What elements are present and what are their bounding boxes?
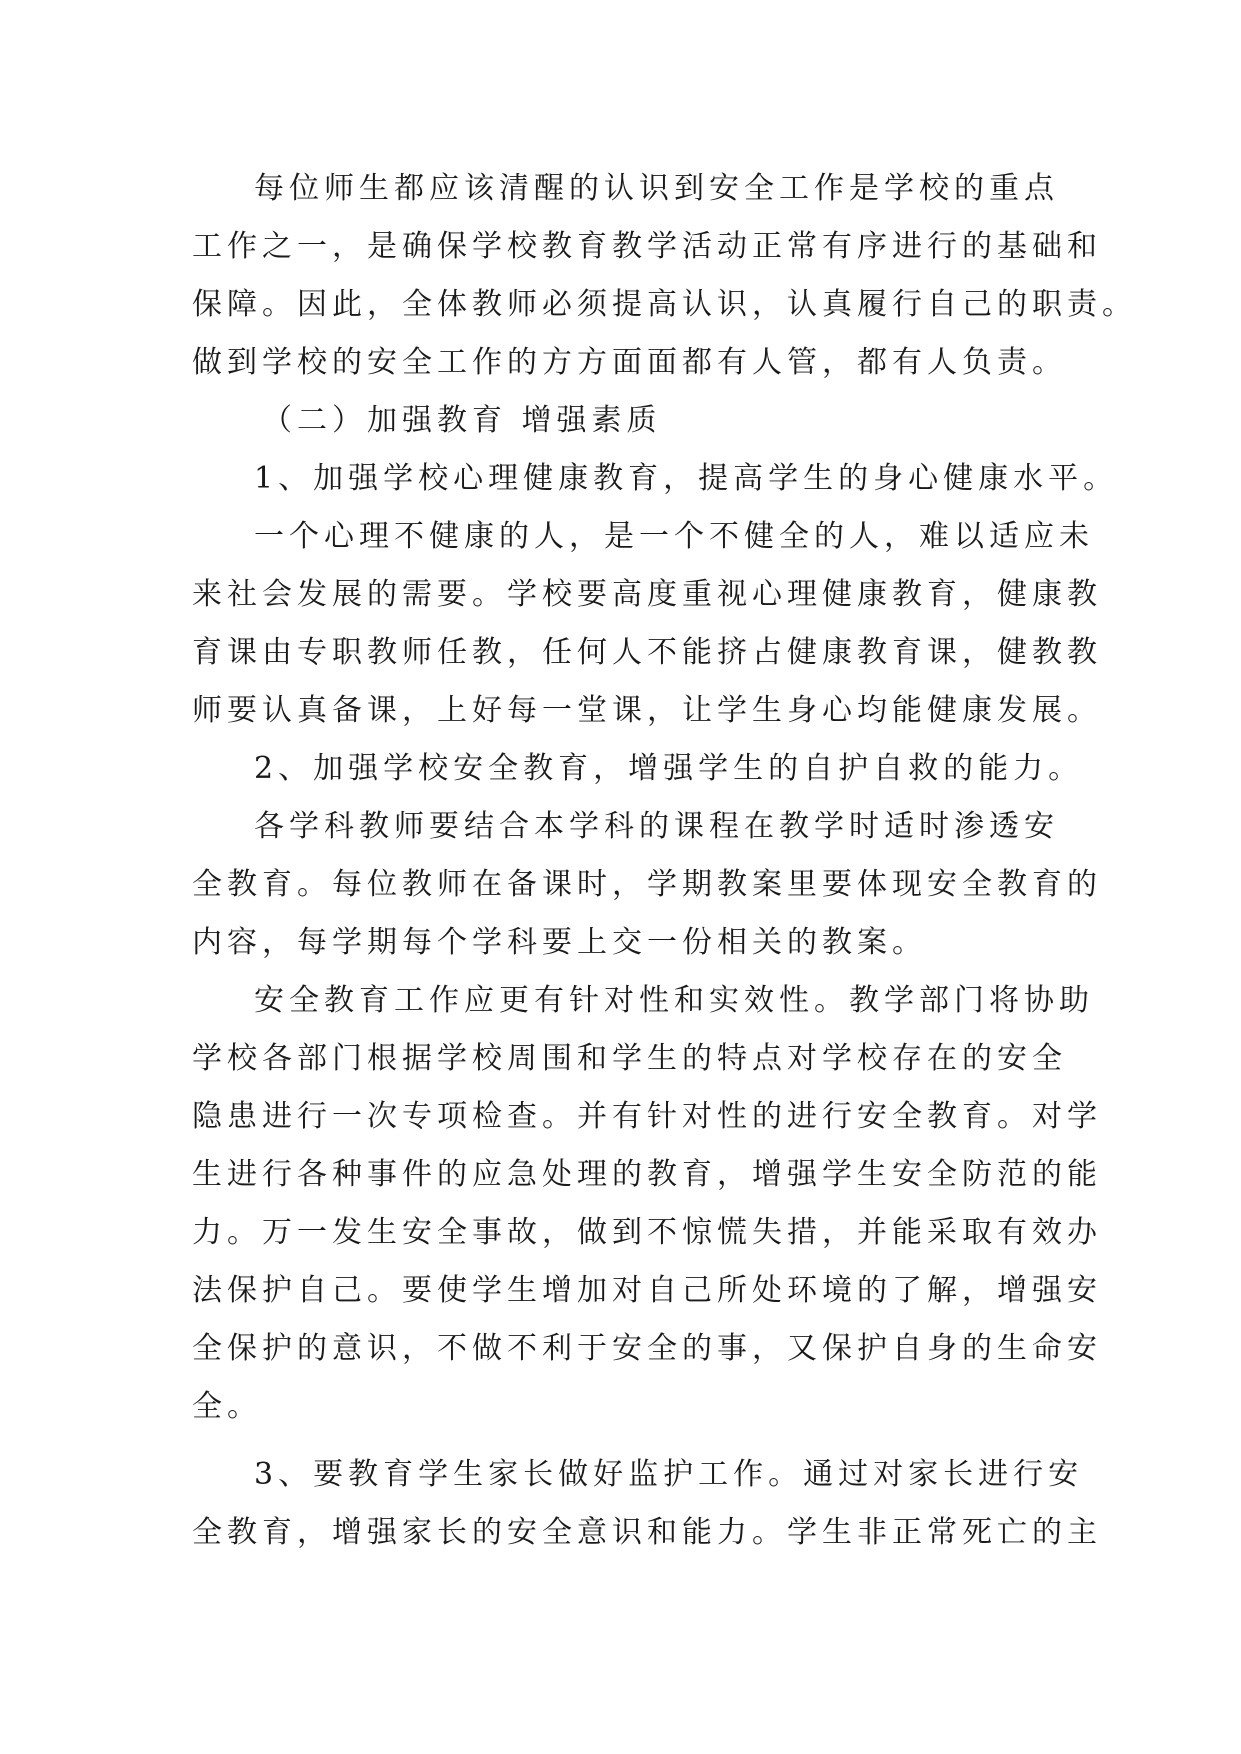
document-body <box>192 160 1137 1562</box>
text-line: 全保护的意识，不做不利于安全的事，又保护自身的生命安 <box>192 1331 1102 1366</box>
text-line: 工作之一，是确保学校教育教学活动正常有序进行的基础和 <box>192 229 1102 264</box>
text-line: 学校各部门根据学校周围和学生的特点对学校存在的安全 <box>192 1041 1067 1076</box>
text-line: 各学科教师要结合本学科的课程在教学时适时渗透安 <box>254 809 1059 844</box>
text-line: 内容，每学期每个学科要上交一份相关的教案。 <box>192 925 927 960</box>
text-line: 生进行各种事件的应急处理的教育，增强学生安全防范的能 <box>192 1157 1102 1192</box>
subheading-3: 3、要教育学生家长做好监护工作。通过对家长进行安 <box>254 1457 1084 1492</box>
text-line: 全。 <box>192 1389 262 1424</box>
text-line: 做到学校的安全工作的方方面面都有人管，都有人负责。 <box>192 345 1067 380</box>
text-line: 一个心理不健康的人，是一个不健全的人，难以适应未 <box>254 519 1094 554</box>
subheading-2: 2、加强学校安全教育，增强学生的自护自救的能力。 <box>254 751 1084 786</box>
text-line: 全教育。每位教师在备课时，学期教案里要体现安全教育的 <box>192 867 1102 902</box>
text-line: 每位师生都应该清醒的认识到安全工作是学校的重点 <box>254 171 1059 206</box>
text-line: 保障。因此，全体教师必须提高认识，认真履行自己的职责。 <box>192 287 1137 322</box>
text-line: 来社会发展的需要。学校要高度重视心理健康教育，健康教 <box>192 577 1102 612</box>
section-heading: （二）加强教育 增强素质 <box>262 403 662 438</box>
text-line: 安全教育工作应更有针对性和实效性。教学部门将协助 <box>254 983 1094 1018</box>
text-line: 力。万一发生安全事故，做到不惊慌失措，并能采取有效办 <box>192 1215 1102 1250</box>
text-line: 隐患进行一次专项检查。并有针对性的进行安全教育。对学 <box>192 1099 1102 1134</box>
text-line: 全教育，增强家长的安全意识和能力。学生非正常死亡的主 <box>192 1515 1102 1550</box>
text-line: 师要认真备课，上好每一堂课，让学生身心均能健康发展。 <box>192 693 1102 728</box>
subheading-1: 1、加强学校心理健康教育，提高学生的身心健康水平。 <box>254 461 1119 496</box>
text-line: 法保护自己。要使学生增加对自己所处环境的了解，增强安 <box>192 1273 1102 1308</box>
text-line: 育课由专职教师任教，任何人不能挤占健康教育课，健教教 <box>192 635 1102 670</box>
